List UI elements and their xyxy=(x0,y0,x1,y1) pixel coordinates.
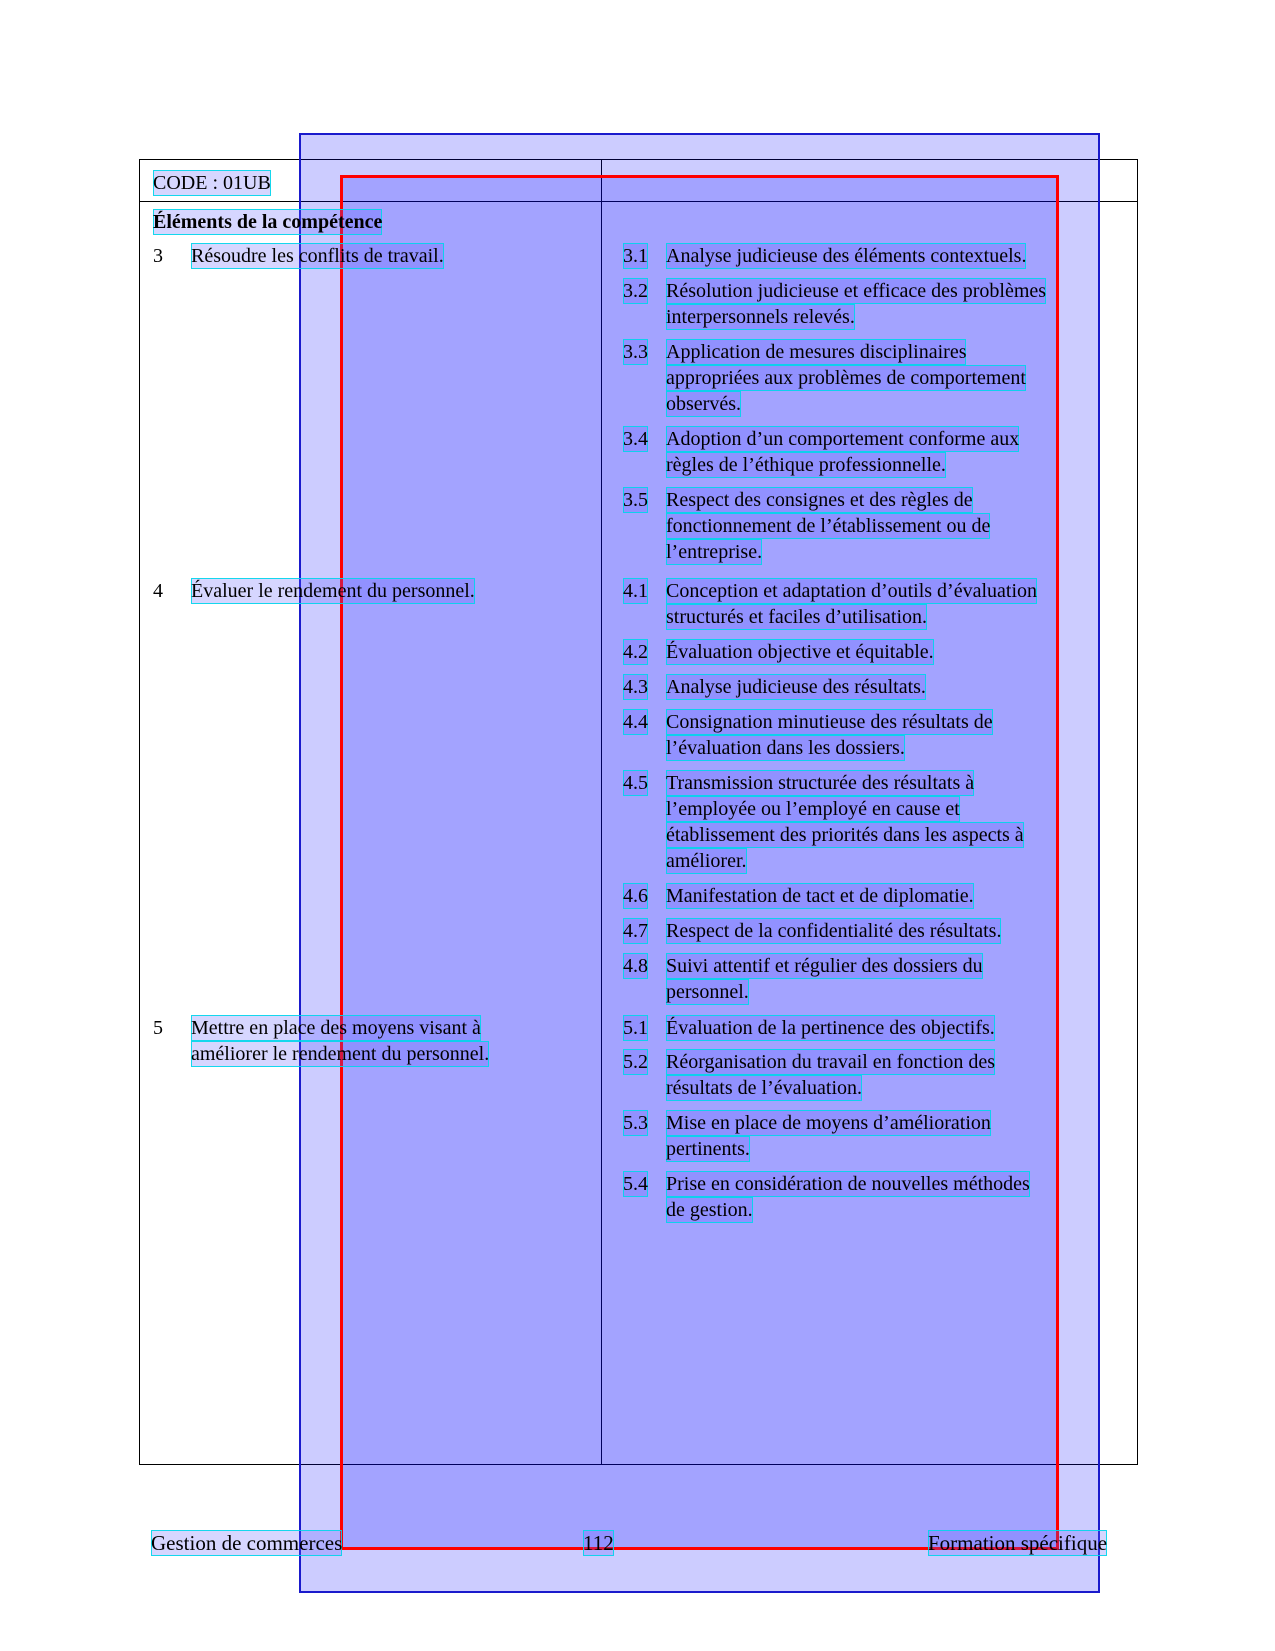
criterion-text: Prise en considération de nouvelles méthodes xyxy=(666,1173,1030,1195)
criterion-text: Évaluation de la pertinence des objectifs. xyxy=(666,1017,995,1039)
criterion-text: Réorganisation du travail en fonction des xyxy=(666,1051,995,1073)
criterion-text: personnel. xyxy=(666,981,749,1003)
footer-page-number: 112 xyxy=(583,1531,614,1555)
criterion-text: résultats de l’évaluation. xyxy=(666,1077,863,1099)
criterion-number: 5.1 xyxy=(623,1017,648,1039)
criterion-text: pertinents. xyxy=(666,1138,750,1160)
criterion-text: Conception et adaptation d’outils d’évaluation xyxy=(666,580,1038,602)
criterion-number: 4.4 xyxy=(623,711,648,733)
element-number: 3 xyxy=(153,245,163,267)
criterion-text: fonctionnement de l’établissement ou de xyxy=(666,515,991,537)
criterion-text: Application de mesures disciplinaires xyxy=(666,341,967,363)
criterion-text: Analyse judicieuse des éléments contextuels. xyxy=(666,245,1027,267)
criterion-number: 4.8 xyxy=(623,955,648,977)
element-text: Évaluer le rendement du personnel. xyxy=(191,580,475,602)
element-number: 5 xyxy=(153,1017,163,1039)
criterion-text: établissement des priorités dans les aspects à xyxy=(666,824,1024,846)
criterion-text: Résolution judicieuse et efficace des problèmes xyxy=(666,280,1047,302)
criterion-text: améliorer. xyxy=(666,850,747,872)
criterion-number: 3.2 xyxy=(623,280,648,302)
criterion-text: l’évaluation dans les dossiers. xyxy=(666,737,905,759)
criterion-number: 5.2 xyxy=(623,1051,648,1073)
criterion-text: Manifestation de tact et de diplomatie. xyxy=(666,885,974,907)
criterion-number: 4.1 xyxy=(623,580,648,602)
criterion-text: Analyse judicieuse des résultats. xyxy=(666,676,926,698)
footer-right: Formation spécifique xyxy=(928,1531,1108,1555)
criterion-number: 4.2 xyxy=(623,641,648,663)
criterion-number: 5.3 xyxy=(623,1112,648,1134)
criterion-number: 3.4 xyxy=(623,428,648,450)
code-label: CODE : 01UB xyxy=(153,172,271,194)
element-text: Mettre en place des moyens visant à xyxy=(191,1017,481,1039)
criterion-text: règles de l’éthique professionnelle. xyxy=(666,454,946,476)
footer-left: Gestion de commerces xyxy=(151,1531,343,1555)
criterion-text: observés. xyxy=(666,393,741,415)
criterion-text: Évaluation objective et équitable. xyxy=(666,641,934,663)
criterion-number: 4.3 xyxy=(623,676,648,698)
criterion-text: appropriées aux problèmes de comportement xyxy=(666,367,1026,389)
criterion-text: l’entreprise. xyxy=(666,541,763,563)
criterion-text: Adoption d’un comportement conforme aux xyxy=(666,428,1020,450)
element-text: améliorer le rendement du personnel. xyxy=(191,1043,490,1065)
criterion-text: de gestion. xyxy=(666,1199,753,1221)
criterion-number: 3.5 xyxy=(623,489,648,511)
elements-header: Éléments de la compétence xyxy=(153,211,383,233)
element-text: Résoudre les conflits de travail. xyxy=(191,245,444,267)
criterion-text: Respect de la confidentialité des résultats. xyxy=(666,920,1002,942)
criterion-number: 4.5 xyxy=(623,772,648,794)
criterion-text: interpersonnels relevés. xyxy=(666,306,855,328)
criterion-number: 4.6 xyxy=(623,885,648,907)
criterion-text: Consignation minutieuse des résultats de xyxy=(666,711,993,733)
criterion-text: Transmission structurée des résultats à xyxy=(666,772,975,794)
criterion-number: 3.3 xyxy=(623,341,648,363)
criterion-text: Mise en place de moyens d’amélioration xyxy=(666,1112,991,1134)
criterion-number: 4.7 xyxy=(623,920,648,942)
criterion-number: 3.1 xyxy=(623,245,648,267)
criterion-text: structurés et faciles d’utilisation. xyxy=(666,606,928,628)
criterion-text: l’employée ou l’employé en cause et xyxy=(666,798,960,820)
criterion-number: 5.4 xyxy=(623,1173,648,1195)
criterion-text: Respect des consignes et des règles de xyxy=(666,489,973,511)
criterion-text: Suivi attentif et régulier des dossiers du xyxy=(666,955,983,977)
element-number: 4 xyxy=(153,580,163,602)
